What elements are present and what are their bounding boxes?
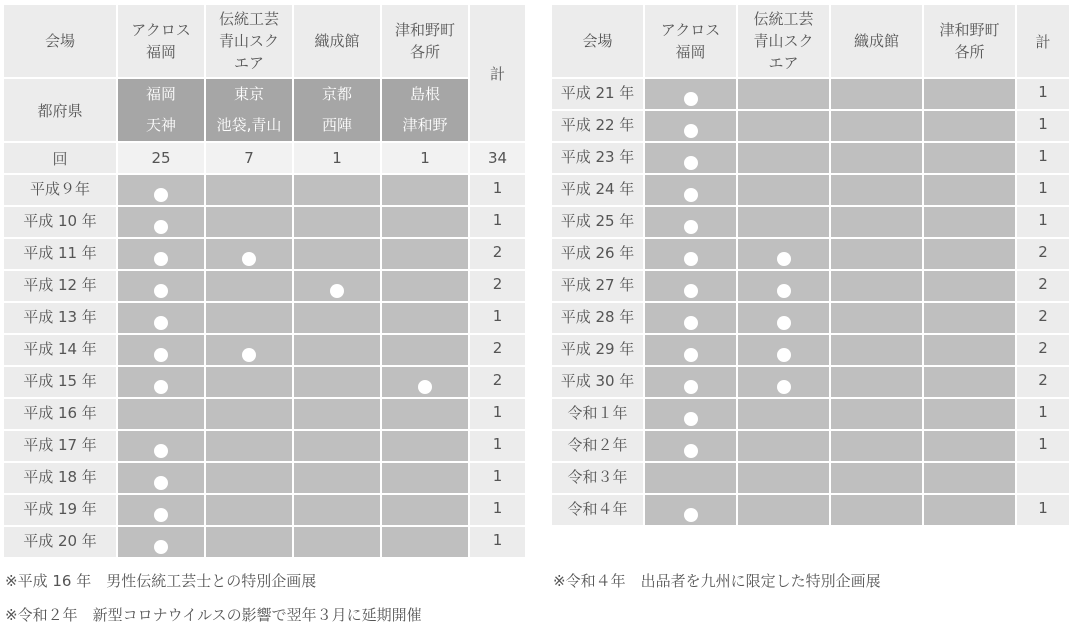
year-text: 平成 16 年 [23,403,97,422]
count-total: 34 [470,143,527,175]
venue-cell [738,175,831,207]
row-total-value: 1 [1038,435,1048,453]
venue-cell [206,527,294,559]
venue-cell [294,175,382,207]
row-total [1017,143,1071,175]
venue-cell [382,207,470,239]
venue-cell [294,207,382,239]
venue-cell [924,271,1017,303]
venue-cell [382,335,470,367]
held-dot-icon [154,284,168,298]
held-dot-icon [418,380,432,394]
prefecture-row [4,79,527,143]
row-total-value: 2 [492,371,503,389]
year-text: 平成 23 年 [560,147,635,166]
year-row [552,271,1071,303]
count-tsuwano: 1 [382,143,470,175]
row-total [1017,207,1071,239]
row-total [1017,399,1071,431]
venue-cell [738,399,831,431]
held-dot-icon [684,284,698,298]
row-total [1017,495,1071,527]
year-label [552,239,645,271]
venue-label: 会場 [552,5,645,79]
venue-cell [206,367,294,399]
row-total [470,239,527,271]
venue-cell [924,335,1017,367]
row-total-value: 1 [1038,211,1048,229]
year-label [4,399,118,431]
venue-cell [382,495,470,527]
venue-cell [645,175,738,207]
pref-tokyo: 東京 池袋,青山 [206,79,294,143]
row-total [470,207,527,239]
year-row [4,527,527,559]
venue-aoyama-square: 伝統工芸 青山スク エア [738,5,831,79]
year-label [552,79,645,111]
venue-cell [831,399,924,431]
count-row [4,143,527,175]
venue-cell [294,239,382,271]
venue-cell [645,399,738,431]
year-row [552,207,1071,239]
row-total-value: 2 [1038,243,1048,261]
venue-cell [118,207,206,239]
year-label [552,367,645,399]
held-dot-icon [154,252,168,266]
year-row [552,399,1071,431]
year-text: 平成 26 年 [560,243,635,262]
year-row [552,303,1071,335]
year-label [4,303,118,335]
held-dot-icon [154,188,168,202]
year-text: 平成 19 年 [23,499,97,518]
venue-cell [206,463,294,495]
year-row [552,367,1071,399]
year-label [552,111,645,143]
row-total-value: 2 [1038,307,1048,325]
year-row [552,239,1071,271]
year-text: 平成 18 年 [23,467,97,486]
row-total [1017,303,1071,335]
row-total [1017,367,1071,399]
year-row [552,495,1071,527]
year-label [552,143,645,175]
year-row [4,431,527,463]
venue-cell [831,175,924,207]
venue-cell [924,303,1017,335]
pref-fukuoka: 福岡 天神 [118,79,206,143]
venue-cell [294,271,382,303]
row-total [470,175,527,207]
held-dot-icon [154,508,168,522]
row-total-value: 1 [492,179,503,197]
held-dot-icon [684,220,698,234]
venue-cell [294,367,382,399]
year-text: 令和４年 [567,499,628,518]
row-total-value: 1 [492,435,503,453]
held-dot-icon [330,284,344,298]
venue-cell [382,399,470,431]
venue-cell [118,463,206,495]
row-total-value: 1 [1038,403,1048,421]
held-dot-icon [684,508,698,522]
held-dot-icon [684,316,698,330]
venue-cell [738,271,831,303]
venue-cell [738,303,831,335]
row-total-value: 1 [1038,179,1048,197]
venue-cell [382,463,470,495]
year-row [4,367,527,399]
held-dot-icon [154,540,168,554]
venue-tsuwano: 津和野町 各所 [382,5,470,79]
venue-cell [924,239,1017,271]
venue-cell [738,495,831,527]
row-total-value: 2 [1038,339,1048,357]
row-total [470,367,527,399]
venue-cell [645,495,738,527]
row-total [1017,175,1071,207]
year-label [4,495,118,527]
footnote-reiwa-2: ※令和２年 新型コロナウイルスの影響で翌年３月に延期開催 [5,606,422,624]
count-label: 回 [4,143,118,175]
venue-cell [206,335,294,367]
row-total-value: 1 [492,467,503,485]
row-total [470,431,527,463]
venue-cell [294,399,382,431]
row-total [1017,463,1071,495]
year-label [552,399,645,431]
venue-cell [924,175,1017,207]
venue-cell [118,495,206,527]
venue-cell [831,143,924,175]
venue-cell [738,431,831,463]
year-row [4,399,527,431]
year-row [4,495,527,527]
year-row [4,207,527,239]
venue-cell [831,271,924,303]
year-row [4,271,527,303]
held-dot-icon [777,348,791,362]
venue-tsuwano: 津和野町 各所 [924,5,1017,79]
row-total-value: 1 [1038,83,1048,101]
venue-cell [924,111,1017,143]
venue-cell [831,79,924,111]
venue-aoyama-square: 伝統工芸 青山スク エア [206,5,294,79]
venue-cell [924,495,1017,527]
venue-acros-fukuoka: アクロス 福岡 [645,5,738,79]
year-label [552,207,645,239]
year-label [552,271,645,303]
year-row [4,335,527,367]
venue-cell [118,239,206,271]
venue-cell [831,303,924,335]
row-total [470,303,527,335]
year-text: 平成 20 年 [23,531,97,550]
year-label [552,463,645,495]
venue-cell [206,207,294,239]
year-text: 平成 30 年 [560,371,635,390]
venue-header-row [4,5,527,79]
venue-cell [382,367,470,399]
venue-cell [645,271,738,303]
year-row [4,303,527,335]
venue-cell [118,367,206,399]
venue-cell [645,239,738,271]
venue-orinasukan: 織成館 [831,5,924,79]
held-dot-icon [242,252,256,266]
held-dot-icon [154,348,168,362]
row-total [470,527,527,559]
venue-cell [645,463,738,495]
pref-kyoto: 京都 西陣 [294,79,382,143]
venue-cell [645,111,738,143]
year-label [4,431,118,463]
row-total [470,463,527,495]
year-text: 平成 14 年 [23,339,97,358]
year-text: 平成 11 年 [23,243,97,262]
venue-cell [831,335,924,367]
venue-cell [206,239,294,271]
year-label [552,303,645,335]
year-row [552,143,1071,175]
venue-cell [831,239,924,271]
year-text: 平成 12 年 [23,275,97,294]
venue-cell [831,495,924,527]
venue-cell [924,463,1017,495]
row-total [1017,271,1071,303]
row-total-value: 2 [492,275,503,293]
year-text: 令和１年 [567,403,628,422]
year-label [552,431,645,463]
venue-cell [645,335,738,367]
held-dot-icon [684,252,698,266]
year-text: 平成 27 年 [560,275,635,294]
row-total-value: 2 [492,339,503,357]
held-dot-icon [777,252,791,266]
year-row [4,463,527,495]
venue-cell [831,207,924,239]
venue-header-row [552,5,1071,79]
year-label [4,175,118,207]
held-dot-icon [777,316,791,330]
venue-orinasukan: 織成館 [294,5,382,79]
year-text: 平成 10 年 [23,211,97,230]
row-total-value: 2 [1038,371,1048,389]
venue-cell [118,527,206,559]
held-dot-icon [684,380,698,394]
row-total-value: 1 [492,307,503,325]
held-dot-icon [684,348,698,362]
year-label [4,463,118,495]
year-text: 平成 15 年 [23,371,97,390]
left-schedule-table [4,5,527,559]
venue-cell [118,303,206,335]
row-total-value: 1 [492,403,503,421]
venue-cell [738,207,831,239]
venue-cell [645,431,738,463]
held-dot-icon [777,380,791,394]
venue-cell [294,527,382,559]
venue-cell [206,175,294,207]
prefecture-label: 都府県 [4,79,118,143]
venue-cell [118,431,206,463]
total-label: 計 [470,5,527,143]
year-text: 平成 17 年 [23,435,97,454]
venue-cell [738,111,831,143]
venue-cell [118,271,206,303]
held-dot-icon [154,444,168,458]
year-text: 平成９年 [29,179,90,198]
venue-cell [118,175,206,207]
year-text: 平成 28 年 [560,307,635,326]
venue-cell [645,303,738,335]
held-dot-icon [154,220,168,234]
held-dot-icon [154,380,168,394]
count-acros: 25 [118,143,206,175]
year-row [552,431,1071,463]
row-total [470,495,527,527]
venue-cell [206,495,294,527]
venue-cell [738,335,831,367]
count-orinasukan: 1 [294,143,382,175]
venue-cell [831,111,924,143]
year-label [552,175,645,207]
venue-cell [645,207,738,239]
venue-cell [382,527,470,559]
row-total-value: 2 [1038,275,1048,293]
venue-cell [206,399,294,431]
row-total-value: 1 [1038,147,1048,165]
venue-cell [382,271,470,303]
held-dot-icon [154,476,168,490]
venue-cell [382,175,470,207]
venue-cell [382,431,470,463]
count-aoyama: 7 [206,143,294,175]
venue-cell [382,303,470,335]
pref-shimane: 島根 津和野 [382,79,470,143]
venue-cell [738,367,831,399]
row-total [470,271,527,303]
held-dot-icon [242,348,256,362]
year-row [552,111,1071,143]
year-text: 平成 21 年 [560,83,635,102]
row-total-value: 1 [1038,499,1048,517]
year-label [4,367,118,399]
row-total-value: 1 [1038,115,1048,133]
venue-cell [738,143,831,175]
year-text: 平成 22 年 [560,115,635,134]
year-text: 平成 13 年 [23,307,97,326]
venue-cell [645,79,738,111]
year-label [552,495,645,527]
year-row [4,175,527,207]
year-label [552,335,645,367]
year-row [552,463,1071,495]
venue-cell [831,463,924,495]
venue-cell [924,143,1017,175]
year-row [552,335,1071,367]
venue-cell [924,367,1017,399]
venue-cell [206,431,294,463]
year-row [552,175,1071,207]
venue-cell [645,367,738,399]
venue-cell [206,271,294,303]
held-dot-icon [684,188,698,202]
total-label: 計 [1017,5,1071,79]
venue-cell [924,79,1017,111]
venue-cell [382,239,470,271]
venue-cell [294,495,382,527]
row-total-value: 2 [492,243,503,261]
venue-cell [831,431,924,463]
year-label [4,271,118,303]
row-total [1017,111,1071,143]
venue-cell [738,79,831,111]
venue-cell [294,335,382,367]
row-total-value: 1 [492,531,503,549]
year-text: 平成 24 年 [560,179,635,198]
row-total [1017,239,1071,271]
row-total [1017,79,1071,111]
year-label [4,527,118,559]
footnote-heisei-16: ※平成 16 年 男性伝統工芸士との特別企画展 [5,572,317,590]
row-total [470,335,527,367]
venue-cell [738,463,831,495]
venue-cell [118,335,206,367]
row-total [1017,335,1071,367]
held-dot-icon [154,316,168,330]
venue-cell [738,239,831,271]
venue-cell [924,207,1017,239]
venue-cell [831,367,924,399]
year-text: 平成 29 年 [560,339,635,358]
year-label [4,207,118,239]
venue-cell [294,463,382,495]
venue-cell [924,399,1017,431]
year-label [4,335,118,367]
venue-cell [294,431,382,463]
row-total-value: 1 [492,211,503,229]
venue-cell [645,143,738,175]
held-dot-icon [684,444,698,458]
year-row [552,79,1071,111]
venue-label: 会場 [4,5,118,79]
venue-cell [206,303,294,335]
held-dot-icon [777,284,791,298]
venue-cell [118,399,206,431]
footnote-reiwa-4: ※令和４年 出品者を九州に限定した特別企画展 [553,572,881,590]
year-text: 平成 25 年 [560,211,635,230]
row-total [1017,431,1071,463]
year-text: 令和３年 [567,467,628,486]
right-schedule-table [552,5,1071,527]
row-total-value: 1 [492,499,503,517]
row-total [470,399,527,431]
held-dot-icon [684,92,698,106]
held-dot-icon [684,412,698,426]
held-dot-icon [684,124,698,138]
venue-cell [924,431,1017,463]
venue-acros-fukuoka: アクロス 福岡 [118,5,206,79]
held-dot-icon [684,156,698,170]
year-row [4,239,527,271]
venue-cell [294,303,382,335]
year-label [4,239,118,271]
year-text: 令和２年 [567,435,628,454]
